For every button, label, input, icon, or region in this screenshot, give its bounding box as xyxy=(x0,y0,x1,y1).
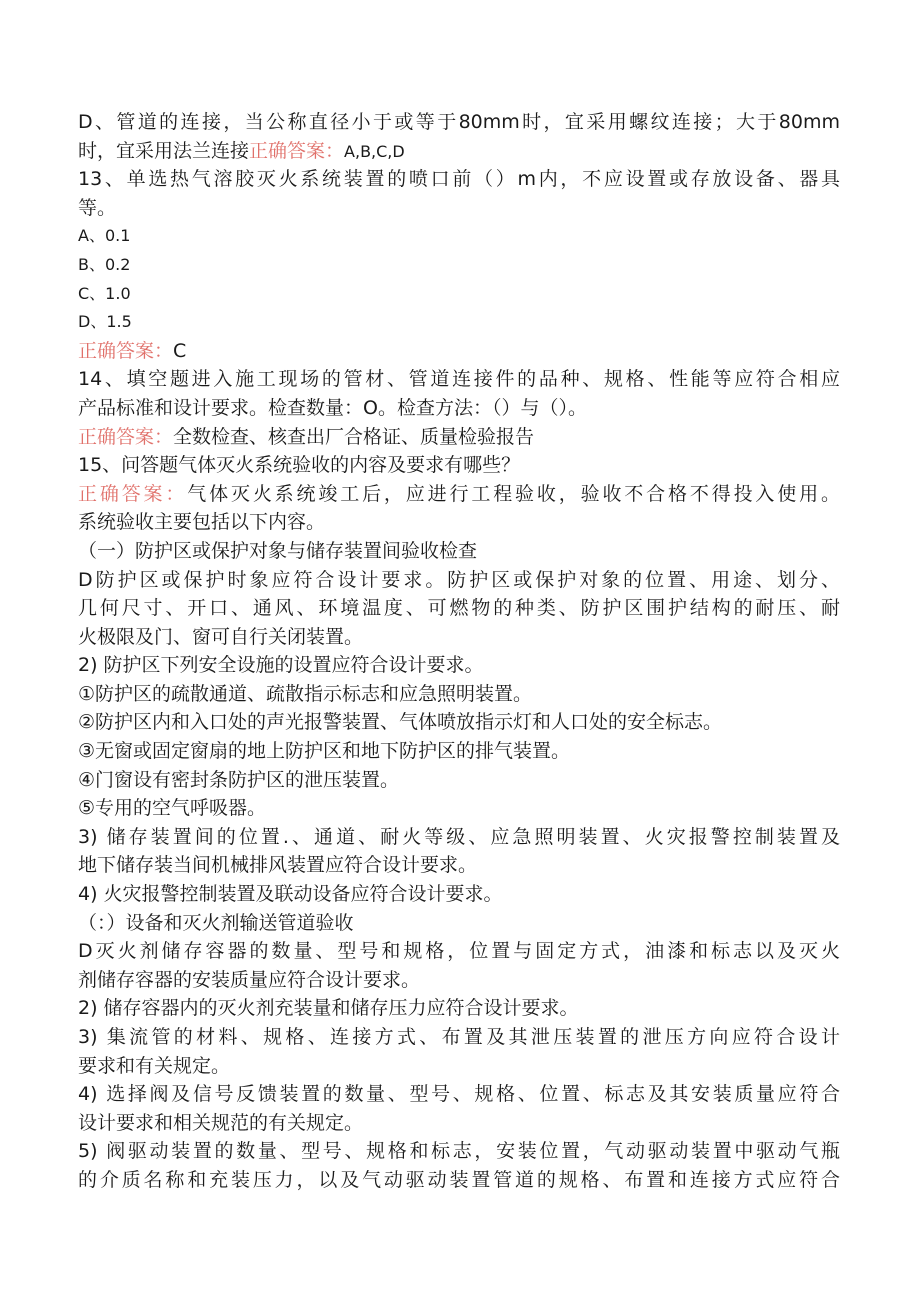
text-line: 14、填空题进入施工现场的管材、管道连接件的品种、规格、性能等应符合相应 xyxy=(78,368,840,391)
text-line: 4) 火灾报警控制装置及联动设备应符合设计要求。 xyxy=(78,883,503,906)
text-line: ④门窗设有密封条防护区的泄压装置。 xyxy=(78,768,400,791)
text-line: 剂储存容器的安装质量应符合设计要求。 xyxy=(78,968,421,991)
correct-answer-label: 正确答案： xyxy=(78,482,188,505)
text-line: 13、单选热气溶胶灭火系统装置的喷口前（）m内，不应设置或存放设备、器具 xyxy=(78,168,840,191)
text-line: D防护区或保护时象应符合设计要求。防护区或保护对象的位置、用途、划分、 xyxy=(78,568,840,591)
text-line: 15、问答题气体灭火系统验收的内容及要求有哪些？ xyxy=(78,454,521,477)
answer-option: D、1.5 xyxy=(78,312,132,332)
text-line: （：）设备和灭火剂输送管道验收 xyxy=(78,911,354,934)
correct-answer-value: 气体灭火系统竣工后，应进行工程验收，验收不合格不得投入使用。 xyxy=(187,482,840,505)
text-line: 地下储存装当间机械排风装置应符合设计要求。 xyxy=(78,854,478,877)
text-line: 3) 集流管的材料、规格、连接方式、布置及其泄压装置的泄压方向应符合设计 xyxy=(78,1026,840,1048)
text-line: 等。 xyxy=(78,196,117,219)
text-line: D灭火剂储存容器的数量、型号和规格，位置与固定方式，油漆和标志以及灭火 xyxy=(78,940,840,963)
text-segment: 时，宜采用法兰连接 xyxy=(78,139,250,162)
text-line: D、管道的连接，当公称直径小于或等于80mm时，宜采用螺纹连接；大于80mm xyxy=(78,111,840,133)
text-line: 2) 防护区下列安全设施的设置应符合设计要求。 xyxy=(78,654,484,677)
text-line: 2) 储存容器内的灭火剂充装量和储存压力应符合设计要求。 xyxy=(78,997,579,1020)
answer-option: C、1.0 xyxy=(78,283,131,303)
correct-answer-line xyxy=(78,423,840,452)
text-line: 的介质名称和充装压力，以及气动驱动装置管道的规格、布置和连接方式应符合 xyxy=(78,1168,840,1191)
text-line: ⑤专用的空气呼吸器。 xyxy=(78,797,267,820)
correct-answer-line xyxy=(78,337,840,366)
text-line: 3) 储存装置间的位置.、通道、耐火等级、应急照明装置、火灾报警控制装置及 xyxy=(78,825,840,848)
correct-answer-value: C xyxy=(173,339,187,362)
correct-answer-value: A,B,C,D xyxy=(344,141,405,161)
text-line: 5) 阀驱动装置的数量、型号、规格和标志，安装位置，气动驱动装置中驱动气瓶 xyxy=(78,1140,840,1163)
text-line: ②防护区内和入口处的声光报警装置、气体喷放指示灯和人口处的安全标志。 xyxy=(78,711,723,734)
correct-answer-line xyxy=(78,480,840,509)
text-line: 4) 选择阀及信号反馈装置的数量、型号、规格、位置、标志及其安装质量应符合 xyxy=(78,1083,840,1106)
text-line: ③无窗或固定窗扇的地上防护区和地下防护区的排气装置。 xyxy=(78,740,571,763)
text-line: 要求和有关规定。 xyxy=(78,1054,231,1077)
correct-answer-value: 全数检查、核查出厂合格证、质量检验报告 xyxy=(173,425,535,448)
document-page xyxy=(78,108,840,1195)
text-line: （一）防护区或保护对象与储存装置间验收检查 xyxy=(78,539,478,562)
text-line: ①防护区的疏散通道、疏散指示标志和应急照明装置。 xyxy=(78,682,533,705)
answer-option: A、0.1 xyxy=(78,226,131,246)
text-line: 产品标准和设计要求。检查数量：O。检查方法：（）与（）。 xyxy=(78,396,587,419)
correct-answer-label: 正确答案： xyxy=(78,425,174,448)
correct-answer-label: 正确答案： xyxy=(249,139,345,162)
text-line-with-answer xyxy=(78,137,840,166)
answer-option: B、0.2 xyxy=(78,254,131,274)
text-line: 火极限及门、窗可自行关闭装置。 xyxy=(78,625,364,648)
correct-answer-label: 正确答案： xyxy=(78,339,174,362)
text-line: 设计要求和相关规范的有关规定。 xyxy=(78,1111,364,1134)
text-line: 几何尺寸、开口、通风、环境温度、可燃物的种类、防护区围护结构的耐压、耐 xyxy=(78,597,840,620)
text-line: 系统验收主要包括以下内容。 xyxy=(78,511,326,534)
